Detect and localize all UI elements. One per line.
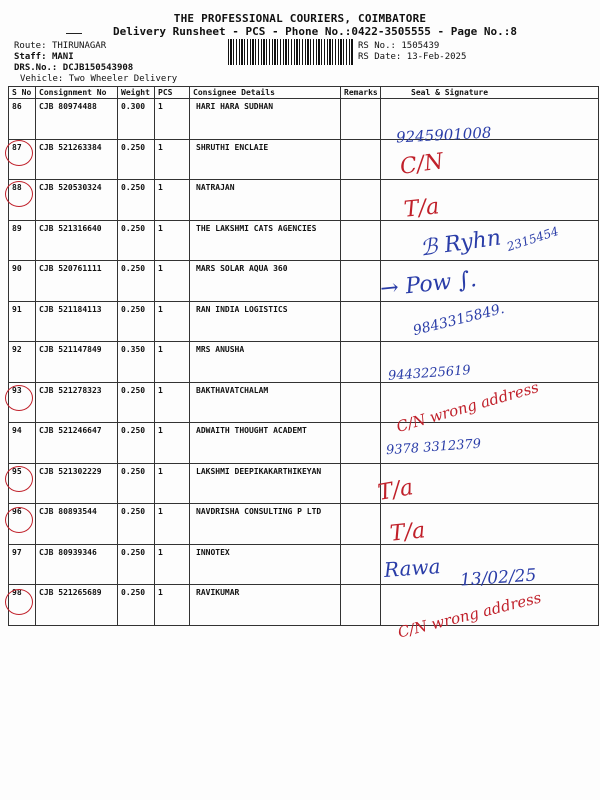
- consignee-cell: BAKTHAVATCHALAM: [190, 382, 341, 423]
- handwritten-date-97: 13/02/25: [459, 565, 537, 591]
- consignment-cell: CJB 521263384: [36, 139, 118, 180]
- handwritten-phone-94: 9378 3312379: [385, 436, 482, 459]
- staff-label: Staff:: [14, 52, 47, 62]
- remarks-cell: [341, 423, 381, 464]
- consignment-cell: CJB 521302229: [36, 463, 118, 504]
- weight-cell: 0.250: [118, 423, 155, 464]
- pcs-cell: 1: [155, 504, 190, 545]
- sno-cell: 93: [9, 382, 36, 423]
- pcs-cell: 1: [155, 423, 190, 464]
- remarks-cell: [341, 382, 381, 423]
- rs-date-label: RS Date:: [358, 52, 402, 62]
- consignee-cell: ADWAITH THOUGHT ACADEMT: [190, 423, 341, 464]
- staff-field: [14, 52, 74, 62]
- sno-cell: 86: [9, 99, 36, 140]
- consignment-cell: CJB 80939346: [36, 544, 118, 585]
- consignee-cell: THE LAKSHMI CATS AGENCIES: [190, 220, 341, 261]
- circle-mark-96: [5, 507, 33, 533]
- weight-cell: 0.350: [118, 342, 155, 383]
- handwritten-mark-96: T/a: [388, 518, 427, 547]
- pcs-cell: 1: [155, 382, 190, 423]
- sno-cell: 87: [9, 139, 36, 180]
- col-header-consignment: Consignment No: [36, 87, 118, 99]
- consignment-cell: CJB 520530324: [36, 180, 118, 221]
- pcs-cell: 1: [155, 544, 190, 585]
- col-header-weight: Weight: [118, 87, 155, 99]
- sno-cell: 88: [9, 180, 36, 221]
- weight-cell: 0.300: [118, 99, 155, 140]
- consignment-cell: CJB 521246647: [36, 423, 118, 464]
- circle-mark-87: [5, 140, 33, 166]
- rs-no-label: RS No.:: [358, 41, 396, 51]
- handwritten-mark-95: T/a: [376, 475, 416, 506]
- staff-value: MANI: [51, 52, 74, 62]
- handwritten-note-98: C/N wrong address: [396, 588, 544, 642]
- consignment-cell: CJB 521278323: [36, 382, 118, 423]
- consignment-cell: CJB 80893544: [36, 504, 118, 545]
- rs-date-field: [358, 52, 466, 62]
- consignment-cell: CJB 521184113: [36, 301, 118, 342]
- handwritten-mark-88: T/a: [402, 194, 441, 223]
- pcs-cell: 1: [155, 342, 190, 383]
- table-body: [9, 99, 599, 626]
- remarks-cell: [341, 585, 381, 626]
- pcs-cell: 1: [155, 180, 190, 221]
- remarks-cell: [341, 342, 381, 383]
- table-row: [9, 99, 599, 140]
- weight-cell: 0.250: [118, 544, 155, 585]
- col-header-signature: Seal & Signature: [381, 87, 599, 99]
- consignee-cell: HARI HARA SUDHAN: [190, 99, 341, 140]
- remarks-cell: [341, 504, 381, 545]
- sno-cell: 98: [9, 585, 36, 626]
- route-label: Route:: [14, 41, 47, 51]
- col-header-consignee: Consignee Details: [190, 87, 341, 99]
- handwritten-phone-91: 9843315849.: [411, 300, 507, 340]
- remarks-cell: [341, 180, 381, 221]
- consignment-cell: CJB 521316640: [36, 220, 118, 261]
- pcs-cell: 1: [155, 301, 190, 342]
- pcs-cell: 1: [155, 463, 190, 504]
- table-row: [9, 342, 599, 383]
- consignment-cell: CJB 521265689: [36, 585, 118, 626]
- drs-value: DCJB150543908: [62, 63, 134, 73]
- handwritten-phone-92: 9443225619: [387, 363, 472, 384]
- sno-cell: 96: [9, 504, 36, 545]
- remarks-cell: [341, 261, 381, 302]
- pcs-cell: 1: [155, 99, 190, 140]
- sno-cell: 92: [9, 342, 36, 383]
- table-row: [9, 504, 599, 545]
- handwritten-signature-90: → Pow ∫.: [378, 267, 478, 302]
- circle-mark-98: [5, 589, 33, 615]
- weight-cell: 0.250: [118, 585, 155, 626]
- remarks-cell: [341, 544, 381, 585]
- consignee-cell: LAKSHMI DEEPIKAKARTHIKEYAN: [190, 463, 341, 504]
- sno-cell: 94: [9, 423, 36, 464]
- vehicle-label: Vehicle:: [20, 74, 64, 84]
- runsheet-table: [8, 86, 599, 626]
- weight-cell: 0.250: [118, 139, 155, 180]
- consignee-cell: INNOTEX: [190, 544, 341, 585]
- weight-cell: 0.250: [118, 382, 155, 423]
- pcs-cell: 1: [155, 220, 190, 261]
- drs-field: [14, 63, 133, 73]
- sno-cell: 91: [9, 301, 36, 342]
- table-row: [9, 423, 599, 464]
- consignee-cell: NATRAJAN: [190, 180, 341, 221]
- table-row: [9, 301, 599, 342]
- table-row: [9, 139, 599, 180]
- consignee-cell: MRS ANUSHA: [190, 342, 341, 383]
- consignee-cell: RAN INDIA LOGISTICS: [190, 301, 341, 342]
- circle-mark-93: [5, 385, 33, 411]
- remarks-cell: [341, 463, 381, 504]
- col-header-pcs: PCS: [155, 87, 190, 99]
- consignee-cell: NAVDRISHA CONSULTING P LTD: [190, 504, 341, 545]
- pcs-cell: 1: [155, 261, 190, 302]
- weight-cell: 0.250: [118, 504, 155, 545]
- consignee-cell: RAVIKUMAR: [190, 585, 341, 626]
- weight-cell: 0.250: [118, 463, 155, 504]
- weight-cell: 0.250: [118, 180, 155, 221]
- sno-cell: 90: [9, 261, 36, 302]
- handwritten-note-93: C/N wrong address: [394, 378, 541, 436]
- remarks-cell: [341, 301, 381, 342]
- rs-no-value: 1505439: [401, 41, 440, 51]
- sno-cell: 95: [9, 463, 36, 504]
- remarks-cell: [341, 139, 381, 180]
- table-header-row: [9, 87, 599, 99]
- vehicle-value: Two Wheeler Delivery: [68, 74, 178, 84]
- pcs-cell: 1: [155, 585, 190, 626]
- vehicle-field: [20, 74, 177, 84]
- consignment-cell: CJB 520761111: [36, 261, 118, 302]
- consignee-cell: SHRUTHI ENCLAIE: [190, 139, 341, 180]
- table-row: [9, 180, 599, 221]
- barcode-image: [228, 39, 354, 65]
- weight-cell: 0.250: [118, 301, 155, 342]
- col-header-sno: S No: [9, 87, 36, 99]
- consignment-cell: CJB 80974488: [36, 99, 118, 140]
- consignee-cell: MARS SOLAR AQUA 360: [190, 261, 341, 302]
- route-field: [14, 41, 106, 51]
- remarks-cell: [341, 220, 381, 261]
- weight-cell: 0.250: [118, 220, 155, 261]
- handwritten-signature-97: Rawa: [383, 554, 442, 582]
- pcs-cell: 1: [155, 139, 190, 180]
- handwritten-phone-89: 2315454: [505, 224, 561, 254]
- handwritten-signature-89: ℬ Ryhn: [418, 225, 503, 262]
- rs-no-field: [358, 41, 439, 51]
- runsheet-subtitle: Delivery Runsheet - PCS - Phone No.:0422-3505555 - Page No.:8: [113, 25, 517, 38]
- consignment-cell: CJB 521147849: [36, 342, 118, 383]
- sno-cell: 97: [9, 544, 36, 585]
- circle-mark-95: [5, 466, 33, 492]
- handwritten-cn-87: C/N: [398, 149, 446, 180]
- table-row: [9, 261, 599, 302]
- drs-label: DRS.No.:: [14, 63, 58, 73]
- table-row: [9, 463, 599, 504]
- rs-date-value: 13-Feb-2025: [406, 52, 467, 62]
- sno-cell: 89: [9, 220, 36, 261]
- company-title: THE PROFESSIONAL COURIERS, COIMBATORE: [173, 12, 427, 25]
- weight-cell: 0.250: [118, 261, 155, 302]
- col-header-remarks: Remarks: [341, 87, 381, 99]
- remarks-cell: [341, 99, 381, 140]
- route-value: THIRUNAGAR: [51, 41, 107, 51]
- handwritten-phone-86: 9245901008: [395, 123, 492, 147]
- circle-mark-88: [5, 181, 33, 207]
